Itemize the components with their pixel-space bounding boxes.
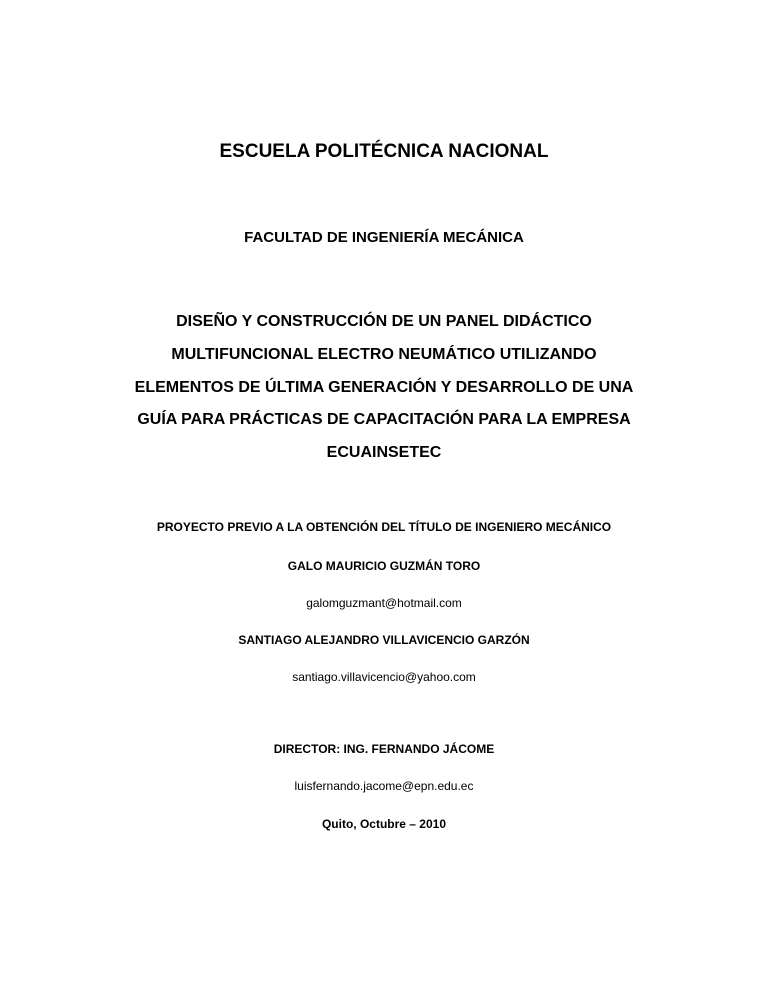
degree-purpose: PROYECTO PREVIO A LA OBTENCIÓN DEL TÍTULO DE INGENIERO MECÁNICO [156, 520, 612, 534]
director-name: DIRECTOR: ING. FERNANDO JÁCOME [273, 742, 495, 756]
author-name: SANTIAGO ALEJANDRO VILLAVICENCIO GARZÓN [238, 633, 530, 647]
university-name: ESCUELA POLITÉCNICA NACIONAL [219, 141, 549, 162]
thesis-title-line: MULTIFUNCIONAL ELECTRO NEUMÁTICO UTILIZANDO [171, 346, 597, 363]
author-email: galomguzmant@hotmail.com [306, 596, 462, 610]
thesis-title-line: ELEMENTOS DE ÚLTIMA GENERACIÓN Y DESARROLLO DE UNA [134, 379, 634, 396]
thesis-title-line: DISEÑO Y CONSTRUCCIÓN DE UN PANEL DIDÁCTICO [176, 313, 592, 330]
director-email: luisfernando.jacome@epn.edu.ec [294, 779, 474, 793]
faculty-name: FACULTAD DE INGENIERÍA MECÁNICA [244, 229, 524, 246]
thesis-title-line: ECUAINSETEC [326, 444, 442, 461]
author-email: santiago.villavicencio@yahoo.com [292, 670, 476, 684]
place-date: Quito, Octubre – 2010 [321, 817, 447, 831]
author-name: GALO MAURICIO GUZMÁN TORO [287, 559, 481, 573]
thesis-title-line: GUÍA PARA PRÁCTICAS DE CAPACITACIÓN PARA LA EMPRESA [137, 411, 631, 428]
